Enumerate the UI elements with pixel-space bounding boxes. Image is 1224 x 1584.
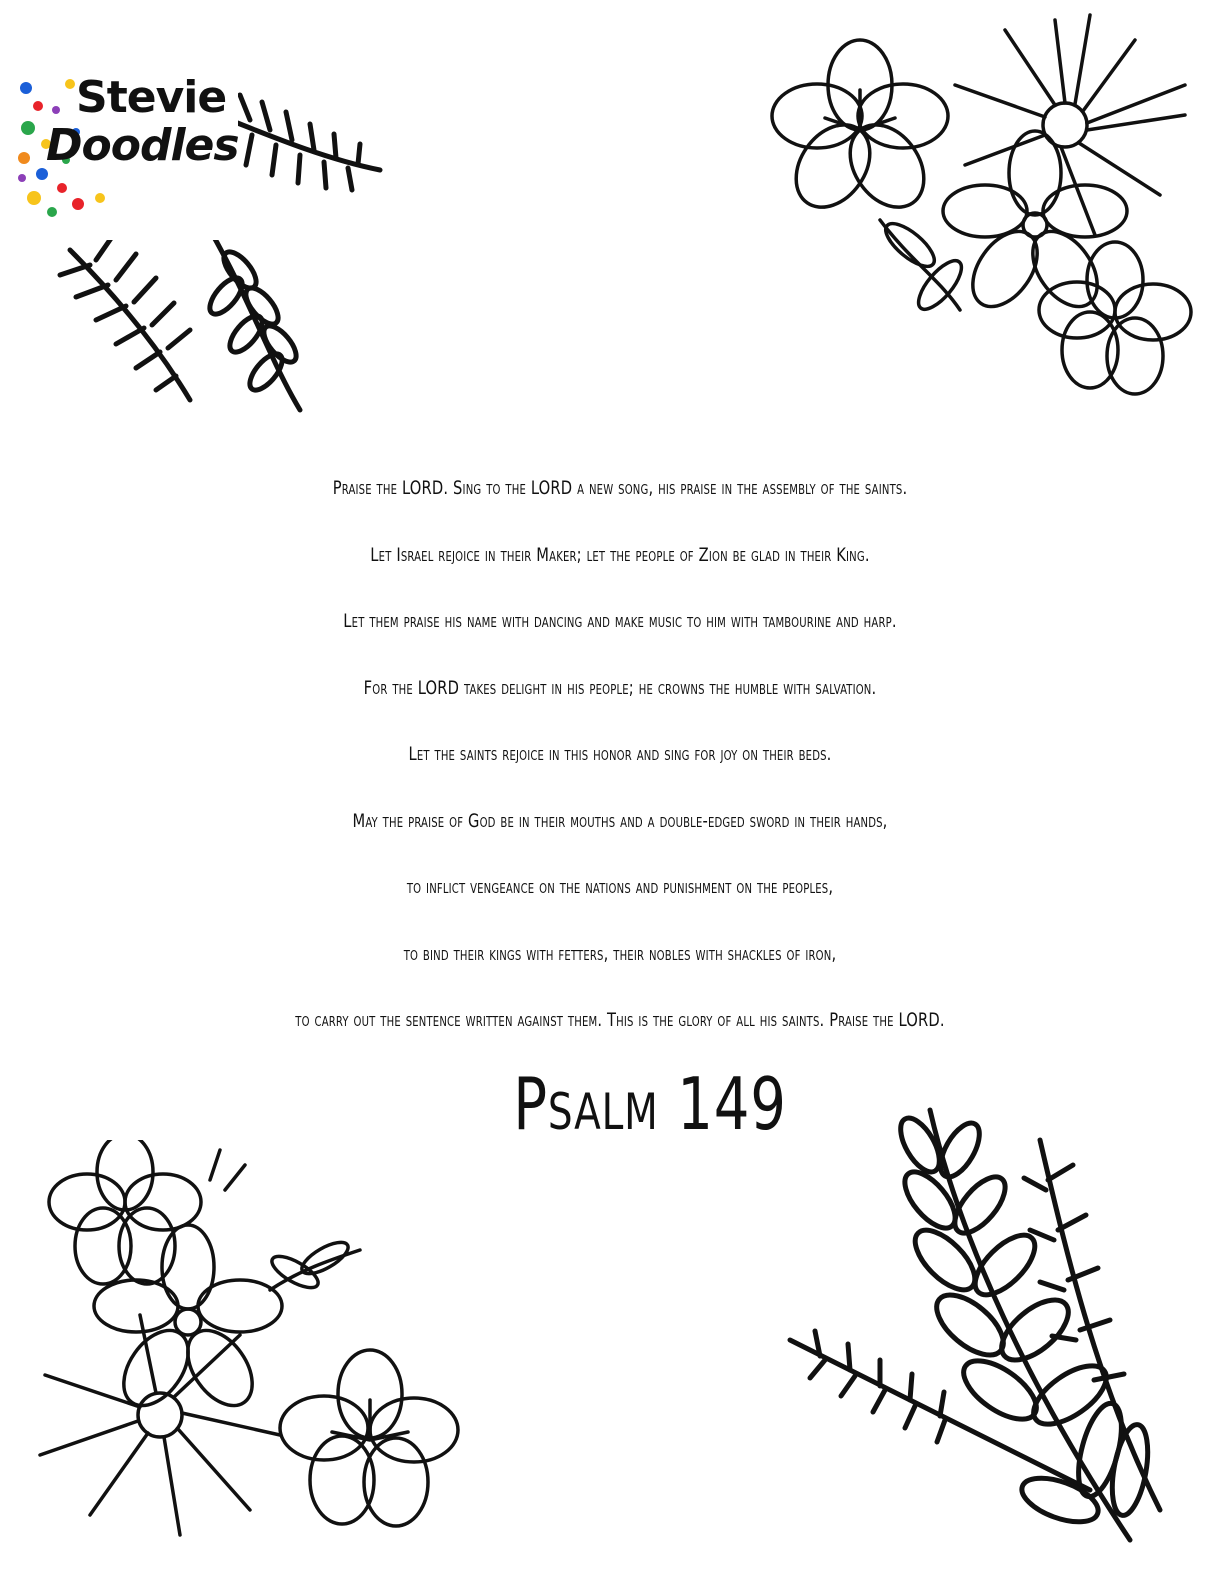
verse-line: Praise the LORD. Sing to the LORD a new song, his praise in the assembly of the saints.: [332, 477, 908, 499]
verse-line: May the praise of God be in their mouths and a double-edged sword in their hands,: [352, 809, 888, 832]
verse-line: Let them praise his name with dancing and make music to him with tambourine and harp.: [343, 610, 897, 632]
psalm-reference: Psalm 149: [513, 1062, 787, 1146]
verse-line: to carry out the sentence written against them. This is the glory of all his saints. Praise the LORD.: [295, 1009, 945, 1031]
flower-cluster-icon: [20, 1140, 470, 1540]
leafy-sprig-icon: [770, 1090, 1200, 1560]
verse-line: Let the saints rejoice in this honor and sing for joy on their beds.: [408, 743, 832, 765]
psalm-text: [120, 468, 1120, 1067]
flower-cluster-icon: [760, 10, 1200, 400]
logo-text-stevie: Stevie: [76, 72, 227, 123]
verse-line: For the LORD takes delight in his people; he crowns the humble with salvation.: [363, 676, 877, 699]
logo-text-doodles: Doodles: [46, 120, 239, 171]
verse-line: Let Israel rejoice in their Maker; let the people of Zion be glad in their King.: [370, 543, 870, 566]
verse-line: to bind their kings with fetters, their nobles with shackles of iron,: [403, 942, 837, 965]
brand-logo: [16, 48, 238, 240]
verse-line: to inflict vengeance on the nations and punishment on the peoples,: [406, 876, 834, 898]
